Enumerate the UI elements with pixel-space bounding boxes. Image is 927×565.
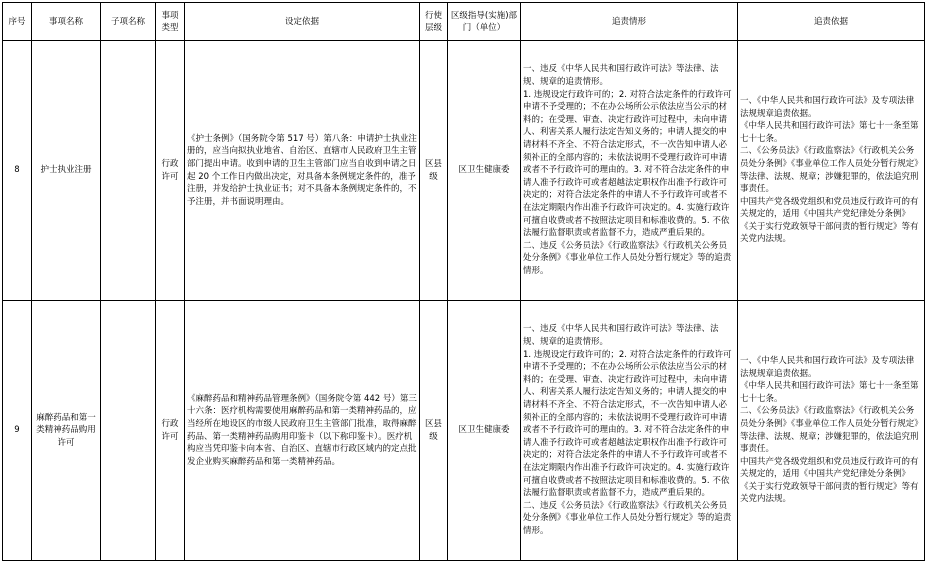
accountability-part-1: 一、违反《中华人民共和国行政许可法》等法律、法规、规章的追责情形。 bbox=[523, 64, 719, 88]
acc-basis-part-2: 《中华人民共和国行政许可法》第七十一条至第七十七条。 bbox=[740, 121, 919, 144]
accountability-part-2: 1. 违规设定行政许可的；2. 对符合法定条件的行政许可申请不予受理的；不在办公场所公示依法应当公示的材料的；在受理、审查、决定行政许可过程中，未向申请人、利害关系人履行法定告知义务的；申请人提交的申请材料不齐全、不符合法定形式，不一次告知申请人必须补正的全部内容的；未依法说明不受理行政许可申请或者不予行政许可的理由的。3. 对不符合法定条件的申请人准予行政许可或者超越法定职权作出准予行政许可决定的；对符合法定条件的申请人不予行政许可或者不在法定期限内作出准予行政许可决定的。4. 实施行政许可擅自收费或者不按照法定项目和标准收费的。5. 不依法履行监督职责或者监督不力，造成严重后果的。 bbox=[523, 349, 732, 499]
acc-basis-part-1: 一、《中华人民共和国行政许可法》及专项法律法规规章追责依据。 bbox=[740, 95, 915, 119]
header-accountability-basis: 追责依据 bbox=[738, 3, 925, 41]
accountability-part-1: 一、违反《中华人民共和国行政许可法》等法律、法规、规章的追责情形。 bbox=[523, 324, 719, 348]
row-sub-item bbox=[101, 41, 156, 301]
row-seq: 8 bbox=[3, 41, 32, 301]
row-dept: 区卫生健康委 bbox=[448, 41, 521, 301]
header-sub-item: 子项名称 bbox=[101, 3, 156, 41]
row-accountability bbox=[521, 41, 738, 301]
acc-basis-part-4: 中国共产党各级党组织和党员违反行政许可的有关规定的，适用《中国共产党纪律处分条例》《关于实行党政领导干部问责的暂行规定》等有关党内法规。 bbox=[740, 456, 919, 505]
row-basis: 《护士条例》（国务院令第 517 号）第八条：申请护士执业注册的，应当向拟执业地省、自治区、直辖市人民政府卫生主管部门提出申请。收到申请的卫生主管部门应当自收到申请之日起 20 个工作日内做出决定，对具备本条例规定条件的，准予注册，并发给护士执业证书；对不具备本条例规定条件的，不予注册，并书面说明理由。 bbox=[185, 41, 420, 301]
row-item-type: 行政许可 bbox=[156, 41, 185, 301]
accountability-part-2: 1. 违规设定行政许可的；2. 对符合法定条件的行政许可申请不予受理的；不在办公场所公示依法应当公示的材料的；在受理、审查、决定行政许可过程中，未向申请人、利害关系人履行法定告知义务的；申请人提交的申请材料不齐全、不符合法定形式，不一次告知申请人必须补正的全部内容的；未依法说明不受理行政许可申请或者不予行政许可的理由的。3. 对不符合法定条件的申请人准予行政许可或者超越法定职权作出准予行政许可决定的；对符合法定条件的申请人不予行政许可或者不在法定期限内作出准予行政许可决定的。4. 实施行政许可擅自收费或者不按照法定项目和标准收费的。5. 不依法履行监督职责或者监督不力，造成严重后果的。 bbox=[523, 89, 732, 239]
row-level: 区县级 bbox=[420, 41, 448, 301]
table-row bbox=[3, 41, 925, 301]
table-row bbox=[3, 301, 925, 561]
row-item-type: 行政许可 bbox=[156, 301, 185, 561]
acc-basis-part-3: 二、《公务员法》《行政监察法》《行政机关公务员处分条例》《事业单位工作人员处分暂行规定》等法律、法规、规章；涉嫌犯罪的，依法追究刑事责任。 bbox=[740, 406, 919, 455]
row-sub-item bbox=[101, 301, 156, 561]
header-item-type: 事项类型 bbox=[156, 3, 185, 41]
acc-basis-part-3: 二、《公务员法》《行政监察法》《行政机关公务员处分条例》《事业单位工作人员处分暂行规定》等法律、法规、规章；涉嫌犯罪的，依法追究刑事责任。 bbox=[740, 146, 919, 195]
row-item-name: 护士执业注册 bbox=[32, 41, 101, 301]
acc-basis-part-2: 《中华人民共和国行政许可法》第七十一条至第七十七条。 bbox=[740, 381, 919, 404]
header-seq: 序号 bbox=[3, 3, 32, 41]
row-dept: 区卫生健康委 bbox=[448, 301, 521, 561]
accountability-part-3: 二、违反《公务员法》《行政监察法》《行政机关公务员处分条例》《事业单位工作人员处分暂行规定》等的追责情形。 bbox=[523, 240, 732, 276]
row-item-name: 麻醉药品和第一类精神药品购用许可 bbox=[32, 301, 101, 561]
row-level: 区县级 bbox=[420, 301, 448, 561]
accountability-part-3: 二、违反《公务员法》《行政监察法》《行政机关公务员处分条例》《事业单位工作人员处分暂行规定》等的追责情形。 bbox=[523, 500, 732, 536]
accountability-table bbox=[2, 2, 925, 561]
row-accountability-basis bbox=[738, 301, 925, 561]
acc-basis-part-4: 中国共产党各级党组织和党员违反行政许可的有关规定的，适用《中国共产党纪律处分条例》《关于实行党政领导干部问责的暂行规定》等有关党内法规。 bbox=[740, 196, 919, 245]
header-item-name: 事项名称 bbox=[32, 3, 101, 41]
header-level: 行使层级 bbox=[420, 3, 448, 41]
header-dept: 区级指导(实施)部门（单位） bbox=[448, 3, 521, 41]
header-basis: 设定依据 bbox=[185, 3, 420, 41]
row-basis: 《麻醉药品和精神药品管理条例》（国务院令第 442 号）第三十六条：医疗机构需要使用麻醉药品和第一类精神药品的，应当经所在地设区的市级人民政府卫生主管部门批准，取得麻醉药品、第一类精神药品购用印鉴卡（以下称印鉴卡）。医疗机构应当凭印鉴卡向本省、自治区、直辖市行政区域内的定点批发企业购买麻醉药品和第一类精神药品。 bbox=[185, 301, 420, 561]
row-accountability bbox=[521, 301, 738, 561]
header-row bbox=[3, 3, 925, 41]
row-seq: 9 bbox=[3, 301, 32, 561]
row-accountability-basis bbox=[738, 41, 925, 301]
header-accountability: 追责情形 bbox=[521, 3, 738, 41]
acc-basis-part-1: 一、《中华人民共和国行政许可法》及专项法律法规规章追责依据。 bbox=[740, 355, 915, 379]
